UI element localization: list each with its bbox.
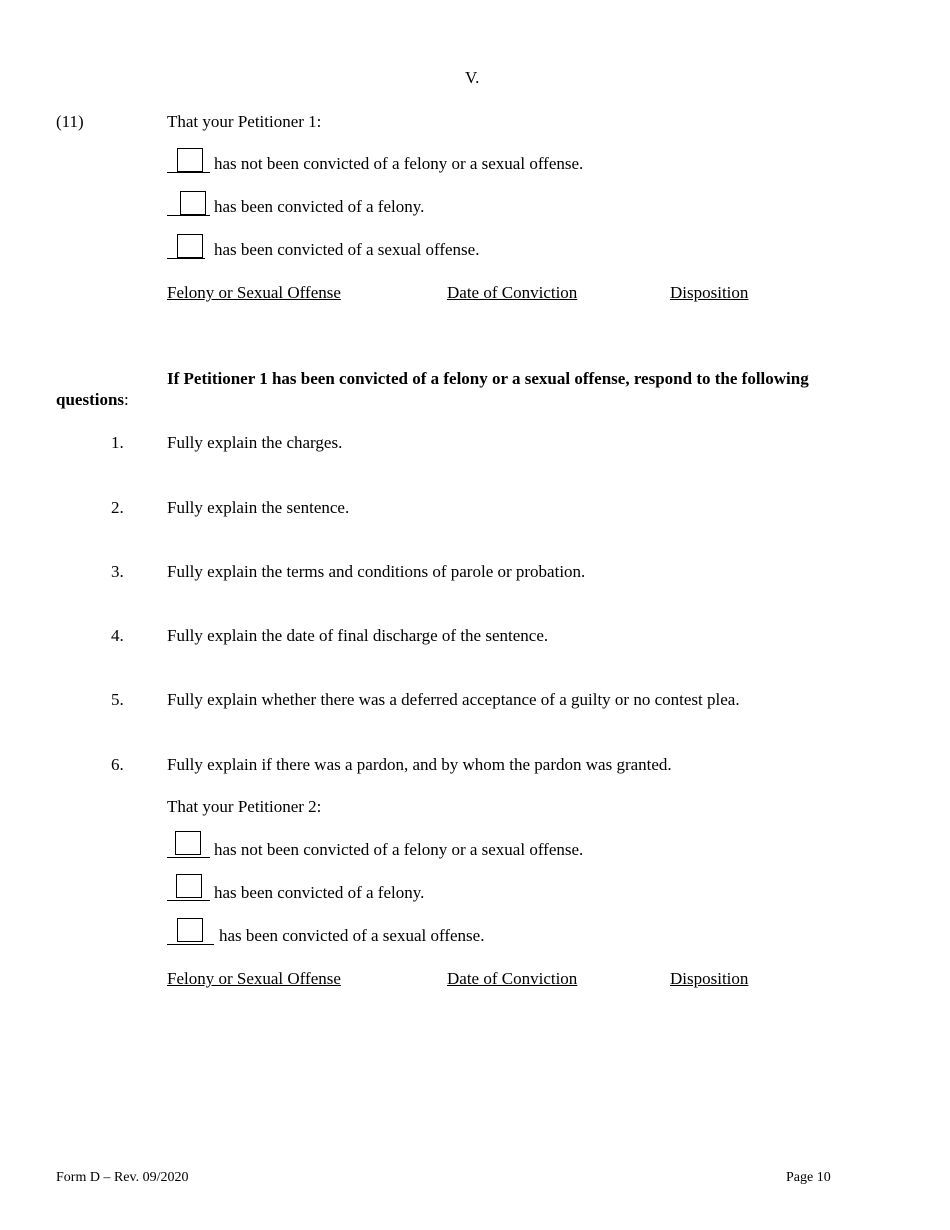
questions-word: questions [56,390,125,409]
petitioner1-intro: That your Petitioner 1: [167,112,322,131]
checkbox-underline [167,900,210,901]
column-header-offense: Felony or Sexual Offense [167,969,341,988]
column-header-date: Date of Conviction [447,283,578,302]
checkbox-underline [167,215,210,216]
question-text: Fully explain whether there was a deferred acceptance of a guilty or no contest plea. [167,690,740,709]
petitioner1-not-convicted-checkbox[interactable] [177,148,203,172]
question-number: 6. [111,755,124,774]
checkbox-underline [167,944,214,945]
petitioner2-sexual-offense-checkbox[interactable] [177,918,203,942]
column-header-disposition: Disposition [670,283,749,302]
page-number: Page 10 [786,1170,831,1185]
question-text: Fully explain the charges. [167,433,343,452]
question-number: 2. [111,498,124,517]
option-label: has been convicted of a felony. [214,197,425,216]
questions-intro-continued [56,390,129,410]
question-text: Fully explain if there was a pardon, and by whom the pardon was granted. [167,755,672,774]
question-number: 5. [111,690,124,709]
petitioner2-felony-checkbox[interactable] [176,874,202,898]
petitioner1-sexual-offense-checkbox[interactable] [177,234,203,258]
petitioner1-felony-checkbox[interactable] [180,191,206,215]
petitioner2-intro: That your Petitioner 2: [167,797,322,816]
question-number: 1. [111,433,124,452]
question-number: 3. [111,562,124,581]
question-text: Fully explain the date of final discharge of the sentence. [167,626,549,645]
checkbox-underline [167,172,210,173]
column-header-date: Date of Conviction [447,969,578,988]
option-label: has been convicted of a sexual offense. [214,240,480,259]
option-label: has not been convicted of a felony or a sexual offense. [214,154,584,173]
question-text: Fully explain the terms and conditions of parole or probation. [167,562,586,581]
questions-colon: : [124,390,129,409]
option-label: has been convicted of a sexual offense. [219,926,485,945]
column-header-offense: Felony or Sexual Offense [167,283,341,302]
section-heading: V. [465,68,480,87]
checkbox-underline [167,258,205,259]
column-header-disposition: Disposition [670,969,749,988]
questions-intro: If Petitioner 1 has been convicted of a felony or a sexual offense, respond to the following [167,369,809,388]
question-text: Fully explain the sentence. [167,498,350,517]
form-id: Form D – Rev. 09/2020 [56,1170,189,1185]
option-label: has been convicted of a felony. [214,883,425,902]
option-label: has not been convicted of a felony or a sexual offense. [214,840,584,859]
checkbox-underline [167,857,210,858]
item-number: (11) [56,112,84,131]
question-number: 4. [111,626,124,645]
petitioner2-not-convicted-checkbox[interactable] [175,831,201,855]
